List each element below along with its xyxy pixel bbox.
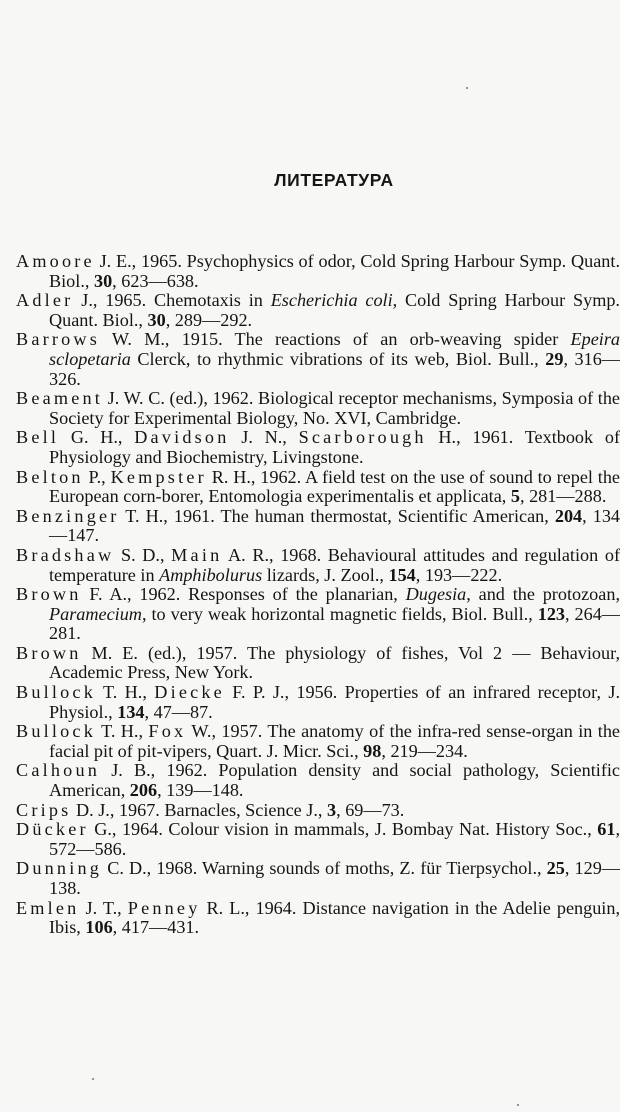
reference-entry xyxy=(16,899,620,938)
reference-volume: 30 xyxy=(147,309,166,330)
reference-pages: , 572—586. xyxy=(49,819,620,859)
reference-author: Bradshaw xyxy=(16,544,115,565)
page-title: ЛИТЕРАТУРА xyxy=(274,170,394,190)
reference-author: Davidson xyxy=(134,427,230,448)
reference-author: Brown xyxy=(16,584,82,605)
reference-author: Fox xyxy=(148,721,187,742)
reference-author: Kempster xyxy=(110,466,207,487)
reference-entry xyxy=(16,252,620,291)
reference-volume: 25 xyxy=(546,858,565,879)
reference-text: R. L., 1964. Distance navigation in the Adelie penguin, Ibis, xyxy=(49,897,620,938)
reference-entry xyxy=(16,389,620,428)
reference-entry xyxy=(16,820,620,859)
reference-italic: Amphibolurus xyxy=(159,564,263,585)
reference-text: T. H., xyxy=(96,721,149,742)
reference-entry xyxy=(16,722,620,761)
reference-text: C. D., 1968. Warning sounds of moths, Z. für Tierpsychol., xyxy=(102,858,547,879)
reference-volume: 154 xyxy=(388,564,416,585)
reference-text: , and the protozoan, xyxy=(466,584,620,605)
reference-author: Adler xyxy=(16,290,74,311)
reference-author: Penney xyxy=(127,897,201,918)
reference-pages: , 289—292. xyxy=(165,309,253,330)
reference-text: W., 1957. The anatomy of the infra-red sense-organ in the facial pit of pit-vipers, Quart. J. Micr. Sci., xyxy=(49,721,620,761)
reference-volume: 5 xyxy=(510,486,520,507)
reference-volume: 204 xyxy=(554,505,583,526)
reference-text: J., 1965. Chemotaxis in xyxy=(73,290,271,311)
reference-entry xyxy=(16,761,620,800)
reference-entry xyxy=(16,468,620,507)
reference-text: J. W. C. (ed.), 1962. Biological receptor mechanisms, Symposia of the Society for Experimental Biology, No. XVI, Cambridge. xyxy=(49,388,620,428)
reference-author: Dücker xyxy=(16,819,89,840)
reference-entry xyxy=(16,801,620,821)
reference-volume: 61 xyxy=(597,819,616,840)
speck-mark xyxy=(517,1104,519,1106)
reference-author: Bell xyxy=(16,427,60,448)
reference-pages: , 264—281. xyxy=(49,603,620,644)
reference-entry xyxy=(16,428,620,467)
speck-mark xyxy=(466,87,468,89)
reference-author: Barrows xyxy=(16,329,101,350)
reference-text: Clerck, to rhythmic vibrations of its web, Biol. Bull., xyxy=(130,348,546,369)
reference-text: G., 1964. Colour vision in mammals, J. Bombay Nat. History Soc., xyxy=(88,819,598,840)
reference-entry xyxy=(16,859,620,898)
reference-pages: , 139—148. xyxy=(157,780,244,801)
reference-author: Emlen xyxy=(16,897,80,918)
reference-author: Brown xyxy=(16,642,82,663)
reference-pages: , 417—431. xyxy=(112,917,200,938)
reference-entry xyxy=(16,683,620,722)
reference-volume: 123 xyxy=(537,603,565,624)
reference-author: Bullock xyxy=(16,721,96,742)
reference-text: S. D., xyxy=(114,544,172,565)
reference-author: Main xyxy=(171,544,223,565)
reference-text: M. E. (ed.), 1957. The physiology of fishes, Vol 2 — Behaviour, Academic Press, New York. xyxy=(49,642,620,683)
reference-pages: , 219—234. xyxy=(381,740,468,761)
reference-text: P., xyxy=(83,466,111,487)
reference-author: Bullock xyxy=(16,682,96,703)
reference-author: Benzinger xyxy=(16,505,120,526)
reference-italic: Escherichia coli xyxy=(270,290,393,311)
reference-volume: 134 xyxy=(117,701,145,722)
reference-volume: 106 xyxy=(85,917,113,938)
reference-entry xyxy=(16,507,620,546)
reference-text: J. E., 1965. Psychophysics of odor, Cold Spring Harbour Symp. Quant. Biol., xyxy=(49,251,620,291)
reference-author: Beament xyxy=(16,388,104,409)
reference-italic: Epeira sclopetaria xyxy=(49,329,620,369)
reference-pages: , 316—326. xyxy=(49,348,620,389)
reference-author: Amoore xyxy=(16,251,95,271)
reference-pages: , 47—87. xyxy=(144,701,213,722)
reference-entry xyxy=(16,291,620,330)
reference-text: lizards, J. Zool., xyxy=(262,564,389,585)
reference-pages: , 193—222. xyxy=(415,564,503,585)
reference-volume: 206 xyxy=(129,780,158,801)
reference-volume: 30 xyxy=(93,270,113,291)
reference-author: Crips xyxy=(16,799,72,820)
reference-entry xyxy=(16,330,620,389)
reference-text: , Cold Spring Harbour Symp. Quant. Biol., xyxy=(49,290,620,330)
reference-pages: , 69—73. xyxy=(336,799,405,820)
reference-author: Diecke xyxy=(154,682,225,703)
reference-italic: Paramecium xyxy=(49,603,142,624)
reference-volume: 3 xyxy=(327,799,337,820)
reference-text: W. M., 1915. The reactions of an orb-weaving spider xyxy=(100,329,571,350)
reference-author: Dunning xyxy=(16,858,103,879)
reference-text: T. H., 1961. The human thermostat, Scientific American, xyxy=(119,505,555,526)
reference-text: R. H., 1962. A field test on the use of sound to repel the European corn-borer, Entomologia experimentalis et applicata, xyxy=(49,466,620,507)
reference-text: F. A., 1962. Responses of the planarian, xyxy=(81,584,406,605)
reference-text: A. R., 1968. Behavioural attitudes and regulation of temperature in xyxy=(49,544,620,585)
reference-list xyxy=(16,252,620,938)
speck-mark xyxy=(92,1078,94,1080)
reference-text: G. H., xyxy=(59,427,135,448)
reference-pages: , 129—138. xyxy=(49,858,620,898)
reference-volume: 98 xyxy=(363,740,382,761)
reference-entry xyxy=(16,644,620,683)
reference-text: H., 1961. Textbook of Physiology and Biochemistry, Livingstone. xyxy=(49,427,620,467)
reference-text: , to very weak horizontal magnetic fields, Biol. Bull., xyxy=(141,603,538,624)
reference-pages: , 134—147. xyxy=(49,505,620,546)
reference-text: D. J., 1967. Barnacles, Science J., xyxy=(71,799,327,820)
reference-text: T. H., xyxy=(96,682,155,703)
reference-author: Scarborough xyxy=(298,427,427,448)
reference-pages: , 281—288. xyxy=(519,486,607,507)
reference-volume: 29 xyxy=(545,348,564,369)
reference-text: J. B., 1962. Population density and social pathology, Scientific American, xyxy=(49,760,620,801)
reference-text: J. N., xyxy=(229,427,299,448)
reference-italic: Dugesia xyxy=(405,584,467,605)
reference-text: J. T., xyxy=(79,897,128,918)
reference-author: Belton xyxy=(16,466,84,487)
reference-author: Calhoun xyxy=(16,760,101,781)
reference-pages: , 623—638. xyxy=(112,270,199,291)
reference-text: F. P. J., 1956. Properties of an infrared receptor, J. Physiol., xyxy=(49,682,620,722)
reference-entry xyxy=(16,546,620,585)
reference-entry xyxy=(16,585,620,644)
